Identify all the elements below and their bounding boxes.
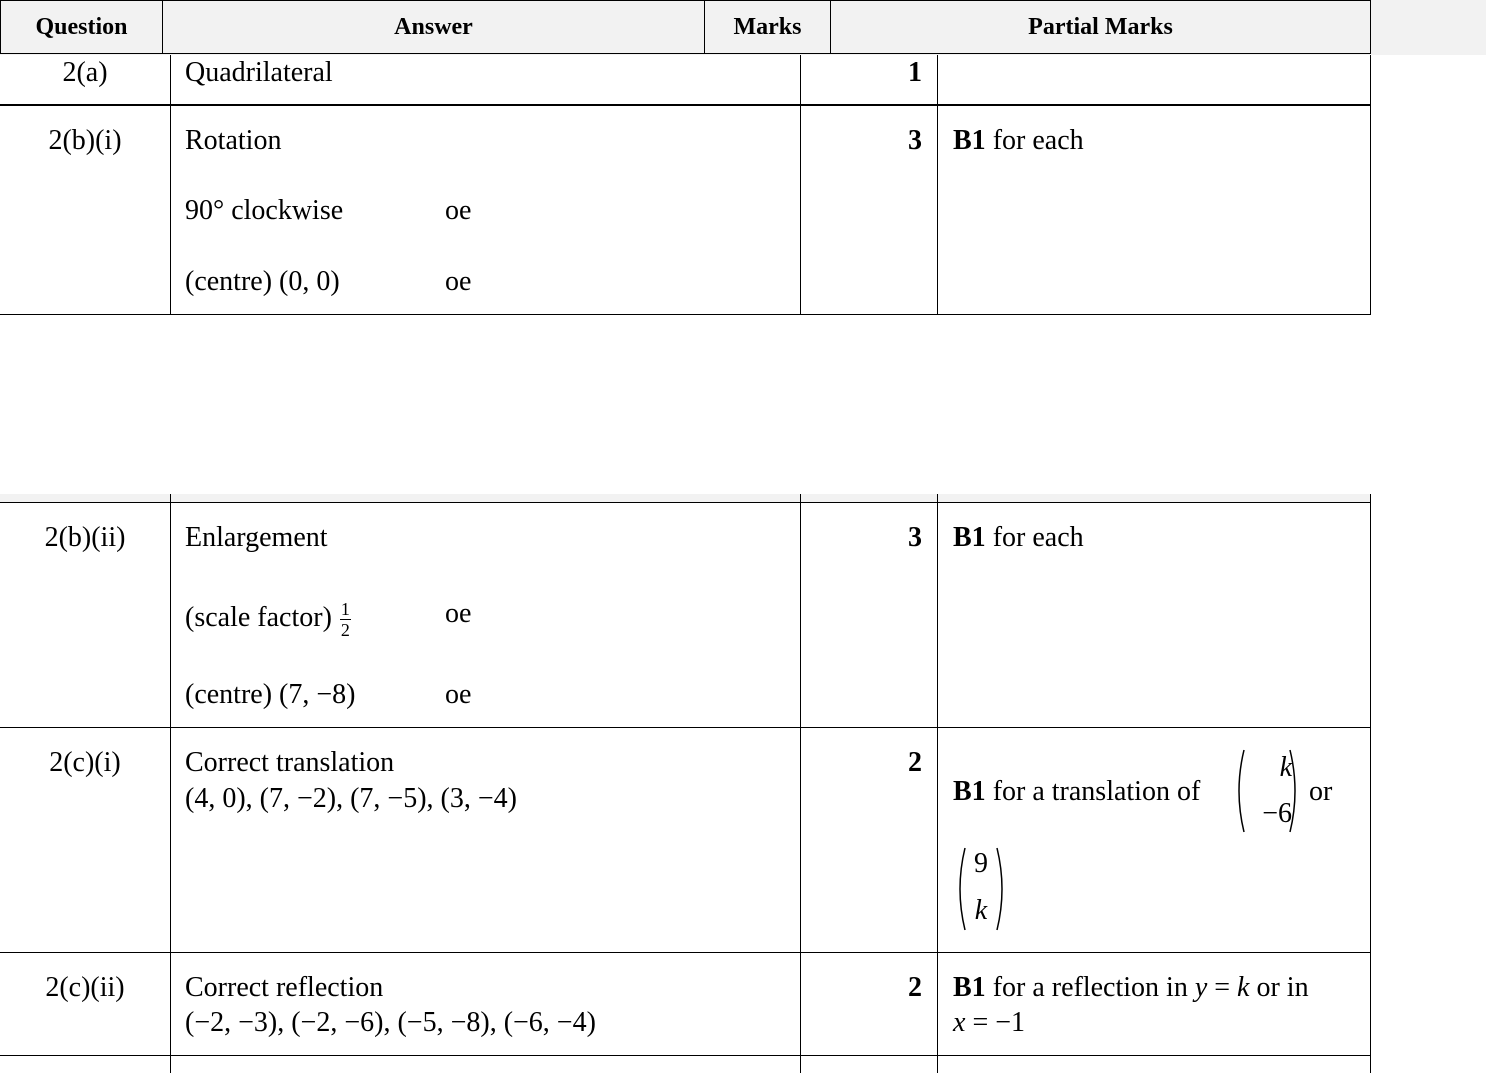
row-divider	[0, 104, 1371, 106]
question-label: 2(a)	[62, 57, 108, 88]
answer-text: (4, 0), (7, −2), (7, −5), (3, −4)	[185, 783, 517, 814]
partial-marks-text	[953, 127, 1084, 155]
marks-value: 1	[908, 57, 922, 88]
answer-text: Correct translation	[185, 747, 395, 778]
answer-text: 90° clockwise	[185, 195, 344, 226]
column-vector	[1232, 748, 1302, 834]
column-divider	[170, 55, 171, 315]
answer-text: (−2, −3), (−2, −6), (−5, −8), (−6, −4)	[185, 1007, 596, 1038]
header-marks: Marks	[704, 0, 831, 54]
answer-note: oe	[445, 195, 472, 226]
partial-text: for a translation of	[985, 776, 1201, 807]
answer-text: Quadrilateral	[185, 57, 333, 88]
answer-note: oe	[445, 598, 472, 629]
row-divider	[0, 502, 1371, 503]
answer-note: oe	[445, 679, 472, 710]
vector-bottom: k	[974, 895, 988, 926]
partial-marks-text	[953, 1009, 1025, 1037]
marks-value: 3	[908, 125, 922, 156]
question-label: 2(b)(i)	[48, 125, 122, 156]
partial-text: =	[1207, 972, 1238, 1003]
partial-text: for a reflection in	[985, 972, 1195, 1003]
fraction-numerator: 1	[340, 599, 350, 619]
column-vector	[955, 846, 1007, 932]
column-divider	[1370, 55, 1371, 315]
variable-x: x	[953, 1007, 966, 1038]
answer-text: Rotation	[185, 125, 282, 156]
row-divider	[0, 1055, 1371, 1056]
marks-value: 2	[908, 972, 922, 1003]
question-label: 2(c)(i)	[49, 747, 121, 778]
partial-text: for each	[985, 522, 1084, 553]
fraction-denominator: 2	[340, 620, 350, 640]
header-question: Question	[0, 0, 163, 54]
variable-k: k	[1237, 972, 1250, 1003]
vector-bottom: −6	[1262, 798, 1292, 829]
header-answer: Answer	[162, 0, 705, 54]
answer-text: Correct reflection	[185, 972, 384, 1003]
vector-top: 9	[974, 848, 988, 879]
partial-text: or	[1309, 776, 1333, 807]
answer-text: Enlargement	[185, 522, 328, 553]
variable-y: y	[1194, 972, 1208, 1003]
partial-marks-text	[953, 778, 1200, 806]
vector-top: k	[1279, 752, 1292, 783]
column-divider	[800, 55, 801, 315]
column-divider	[937, 55, 938, 315]
column-divider	[800, 494, 801, 1073]
answer-text: (centre) (0, 0)	[185, 266, 340, 297]
partial-text: = −1	[965, 1007, 1026, 1038]
question-label: 2(b)(ii)	[44, 522, 126, 553]
row-divider	[0, 952, 1371, 953]
column-divider	[170, 494, 171, 1073]
answer-text	[185, 600, 351, 639]
header-partial-marks: Partial Marks	[830, 0, 1371, 54]
answer-note: oe	[445, 266, 472, 297]
partial-text: or in	[1249, 972, 1309, 1003]
partial-marks-text	[953, 524, 1084, 552]
mark-code: B1	[953, 125, 986, 156]
mark-code: B1	[953, 972, 986, 1003]
marks-value: 3	[908, 522, 922, 553]
answer-text: (centre) (7, −8)	[185, 679, 356, 710]
fraction	[340, 600, 351, 639]
partial-text: for each	[985, 125, 1084, 156]
mark-code: B1	[953, 776, 986, 807]
column-divider	[1370, 494, 1371, 1073]
row-divider	[0, 314, 1371, 315]
marks-value: 2	[908, 747, 922, 778]
row-divider	[0, 727, 1371, 728]
mark-code: B1	[953, 522, 986, 553]
column-divider	[937, 494, 938, 1073]
answer-label: (scale factor)	[185, 601, 332, 633]
page-break-band	[0, 494, 1371, 502]
partial-marks-text	[953, 974, 1309, 1002]
question-label: 2(c)(ii)	[45, 972, 125, 1003]
